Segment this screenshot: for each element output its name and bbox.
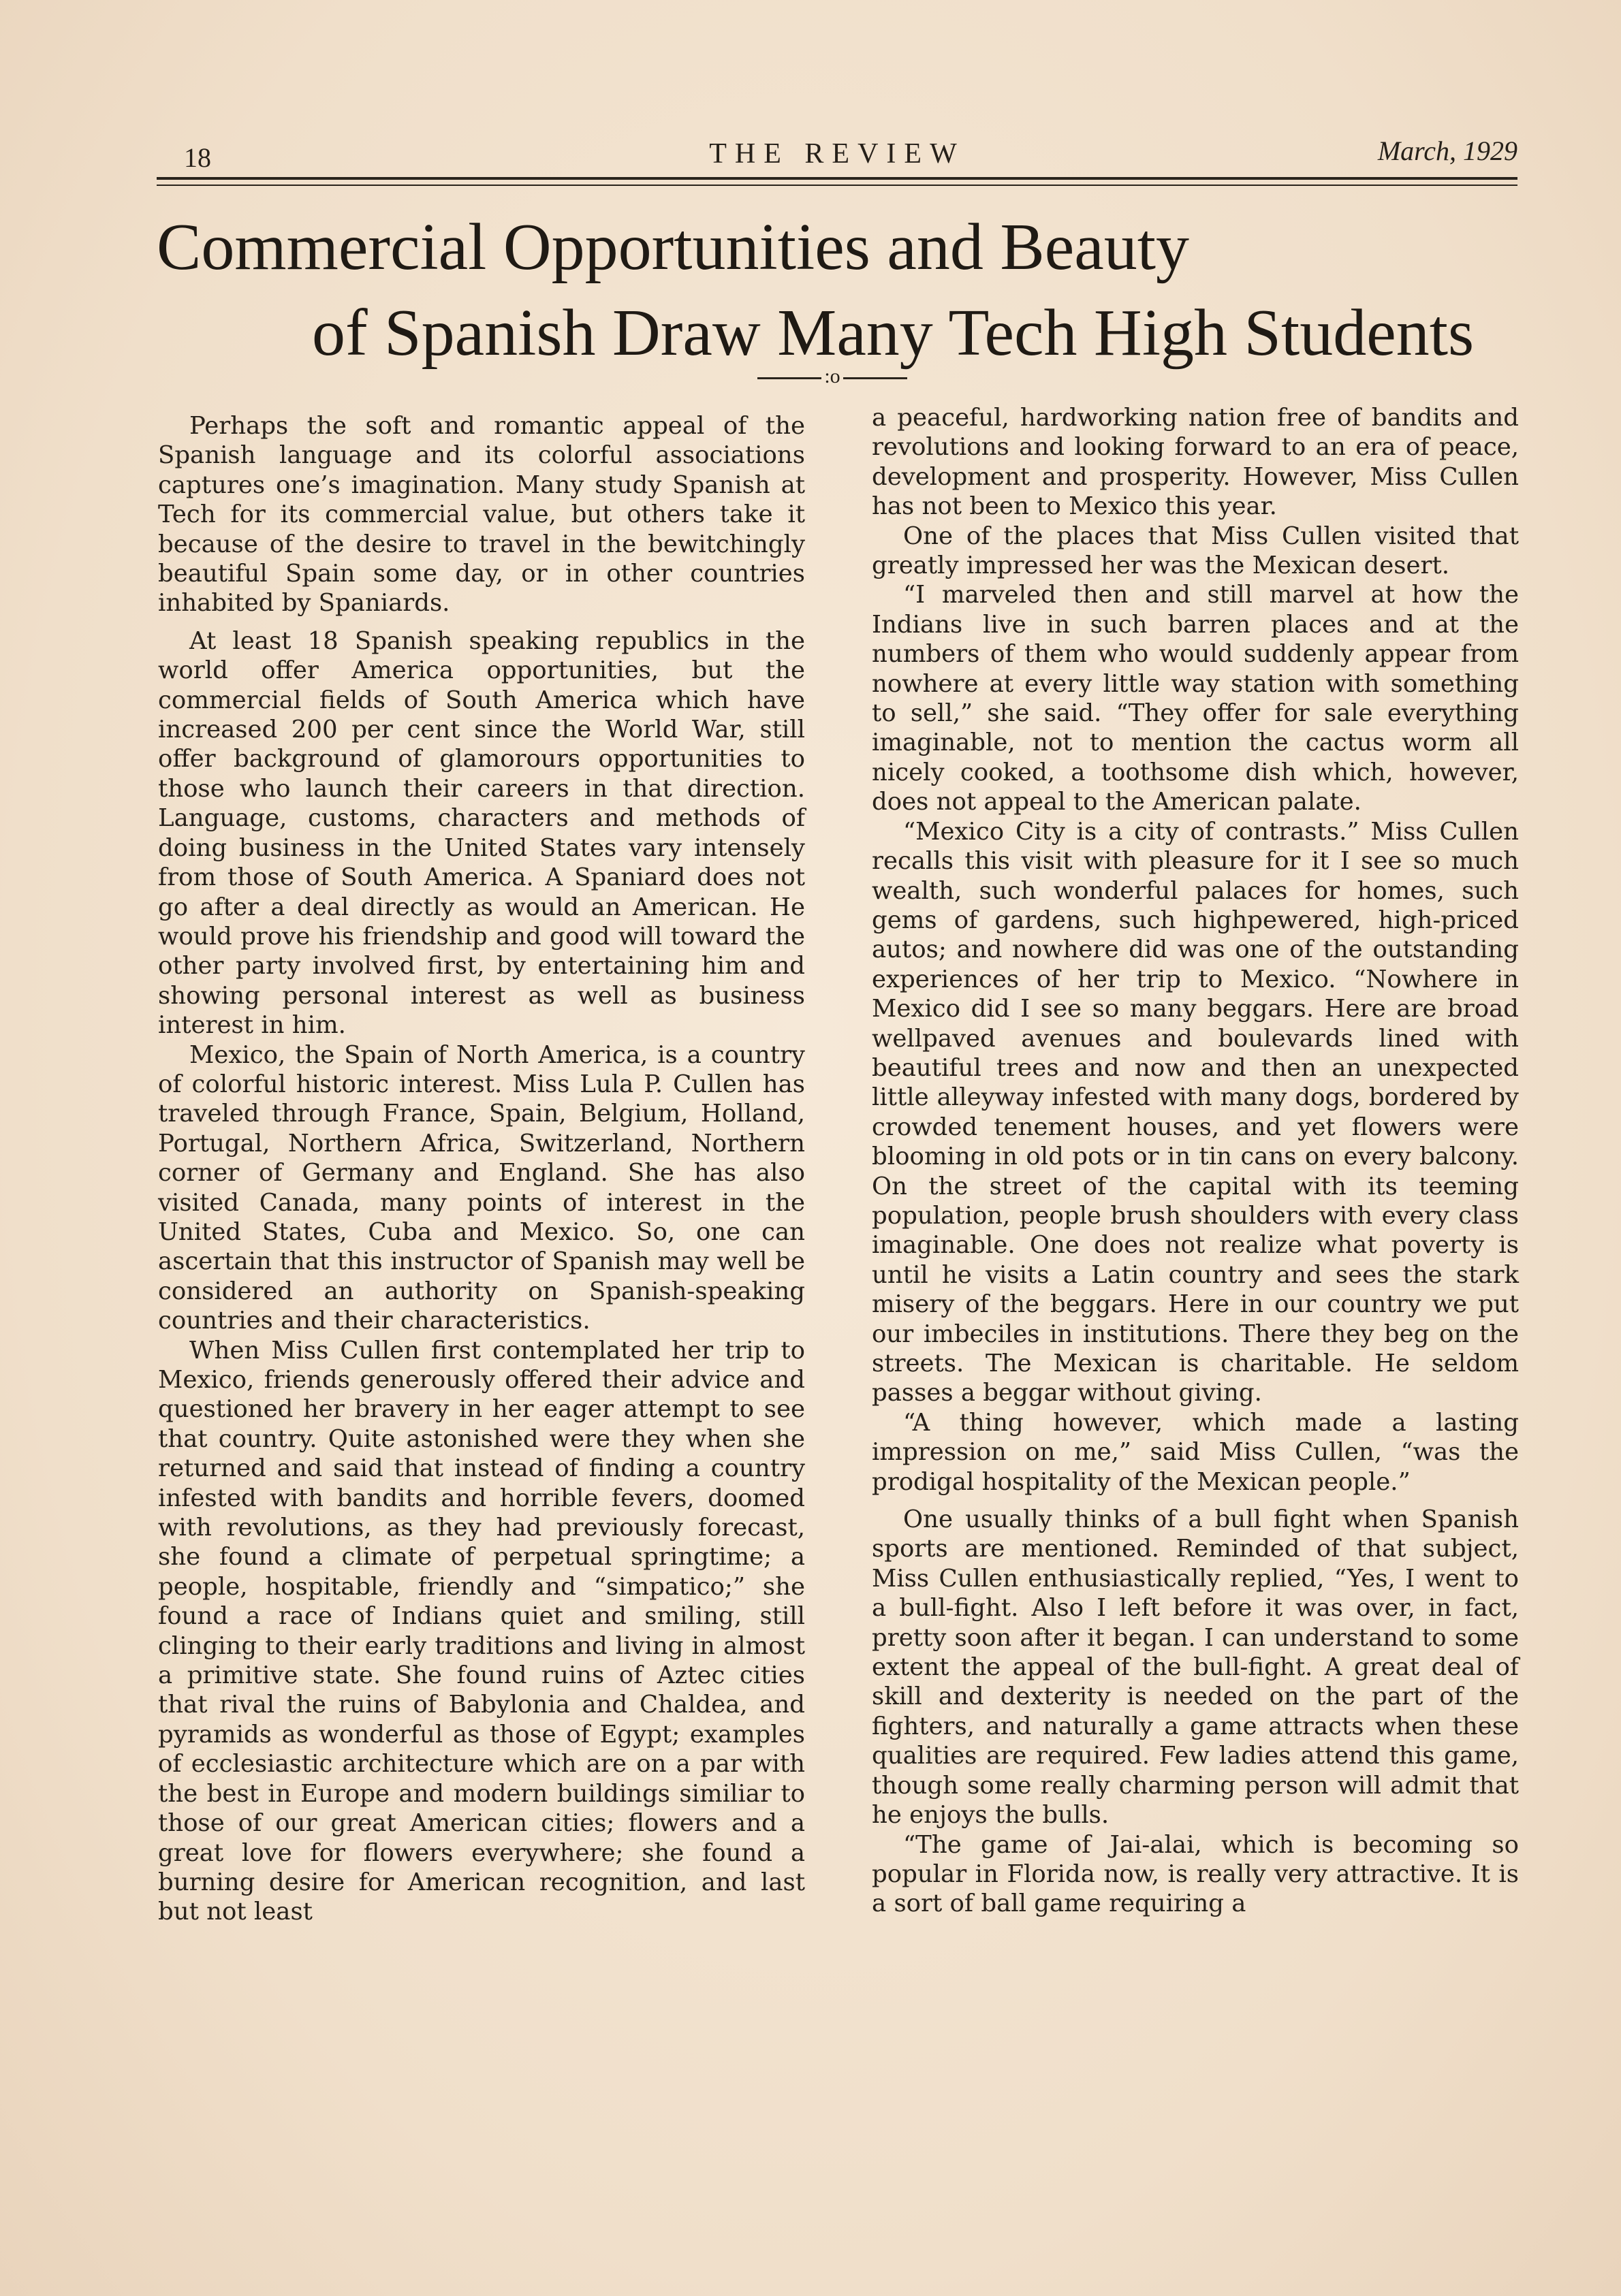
paragraph: One usually thinks of a bull fight when Spanish sports are mentioned. Reminded of that subject, Miss Cullen enthusiastically replied, “Yes, I went to a bull-fight. Also I left before it was over, in fact, pretty soon after it began. I can understand to some extent the appeal of the bull-fight. A great deal of skill and dexterity is needed on the part of the fighters, and naturally a game attracts when these qualities are required. Few ladies attend this game, though some really charming person will admit that he enjoys the bulls. bbox=[872, 1505, 1519, 1830]
headline-line-1: Commercial Opportunities and Beauty bbox=[157, 210, 1189, 284]
header-rule-thick bbox=[157, 177, 1517, 180]
header-rule-thin bbox=[157, 185, 1517, 186]
ornament-dash-left bbox=[757, 377, 821, 379]
paragraph: “I marveled then and still marvel at how the Indians live in such barren places and at the numbers of them who would suddenly appear from nowhere at every little way station with something to sell,” she said. “They offer for sale everything imaginable, not to mention the cactus worm all nicely cooked, a toothsome dish which, however, does not appeal to the American palate. bbox=[872, 581, 1519, 816]
article-left-column bbox=[158, 411, 805, 1927]
paragraph: One of the places that Miss Cullen visited that greatly impressed her was the Mexican desert. bbox=[872, 522, 1519, 580]
headline bbox=[154, 204, 1530, 376]
issue-date: March, 1929 bbox=[1377, 135, 1517, 166]
paragraph: “A thing however, which made a lasting impression on me,” said Miss Cullen, “was the prodigal hospitality of the Mexican people.” bbox=[872, 1408, 1519, 1496]
paragraph-continued: a peaceful, hardworking nation free of bandits and revolutions and looking forward to an era of peace, development and prosperity. However, Miss Cullen has not been to Mexico this year. bbox=[872, 404, 1519, 521]
paragraph: “Mexico City is a city of contrasts.” Miss Cullen recalls this visit with pleasure for it I see so much wealth, such wonderful palaces for homes, such gems of gardens, such highpewered, high-priced autos; and nowhere did was one of the outstanding experiences of her trip to Mexico. “Nowhere in Mexico did I see so many beggars. Here are broad wellpaved avenues and boulevards lined with beautiful trees and now and then an unexpected little alleyway infested with many dogs, bordered by crowded tenement houses, and yet flowers were blooming in old pots or in tin cans on every balcony. On the street of the capital with its teeming population, people brush shoulders with every class imaginable. One does not realize what poverty is until he visits a Latin country and sees the stark misery of the beggars. Here in our country we put our imbeciles in institutions. There they beg on the streets. The Mexican is charitable. He seldom passes a beggar without giving. bbox=[872, 817, 1519, 1407]
running-title: THE REVIEW bbox=[709, 138, 965, 170]
paragraph: When Miss Cullen first contemplated her trip to Mexico, friends generously offered their advice and questioned her bravery in her eager attempt to see that country. Quite astonished were they when she returned and said that instead of finding a country infested with bandits and horrible fevers, doomed with revolutions, as they had previously forecast, she found a climate of perpetual springtime; a people, hospitable, friendly and “simpatico;” she found a race of Indians quiet and smiling, still clinging to their early traditions and living in almost a primitive state. She found ruins of Aztec cities that rival the ruins of Babylonia and Chaldea, and pyramids as wonderful as those of Egypt; examples of ecclesiastic architecture which are on a par with the best in Europe and modern buildings similiar to those of our great American cities; flowers and a great love for flowers everywhere; she found a burning desire for American recognition, and last but not least bbox=[158, 1336, 805, 1926]
headline-line-2: of Spanish Draw Many Tech High Students bbox=[312, 296, 1475, 370]
page-number: 18 bbox=[184, 142, 211, 173]
article-right-column bbox=[872, 403, 1519, 1919]
headline-ornament bbox=[746, 365, 918, 392]
paragraph: “The game of Jai-alai, which is becoming so popular in Florida now, is really very attractive. It is a sort of ball game requiring a bbox=[872, 1830, 1519, 1918]
page-header bbox=[157, 133, 1517, 174]
paragraph: Mexico, the Spain of North America, is a country of colorful historic interest. Miss Lula P. Cullen has traveled through France, Spain, Belgium, Holland, Portugal, Northern Africa, Switzerland, Northern corner of Germany and England. She has also visited Canada, many points of interest in the United States, Cuba and Mexico. So, one can ascertain that this instructor of Spanish may well be considered an authority on Spanish-speaking countries and their characteristics. bbox=[158, 1040, 805, 1335]
ornament-glyph: :o bbox=[824, 365, 840, 387]
ornament-dash-right bbox=[843, 377, 907, 379]
paragraph: Perhaps the soft and romantic appeal of the Spanish language and its colorful associations captures one’s imagination. Many study Spanish at Tech for its commercial value, but others take it because of the desire to travel in the bewitchingly beautiful Spain some day, or in other countries inhabited by Spaniards. bbox=[158, 412, 805, 618]
paragraph: At least 18 Spanish speaking republics in the world offer America opportunities, but the commercial fields of South America which have increased 200 per cent since the World War, still offer background of glamorours opportunities to those who launch their careers in that direction. Language, customs, characters and methods of doing business in the United States vary intensely from those of South America. A Spaniard does not go after a deal directly as would an American. He would prove his friendship and good will toward the other party involved first, by entertaining him and showing personal interest as well as business interest in him. bbox=[158, 626, 805, 1040]
